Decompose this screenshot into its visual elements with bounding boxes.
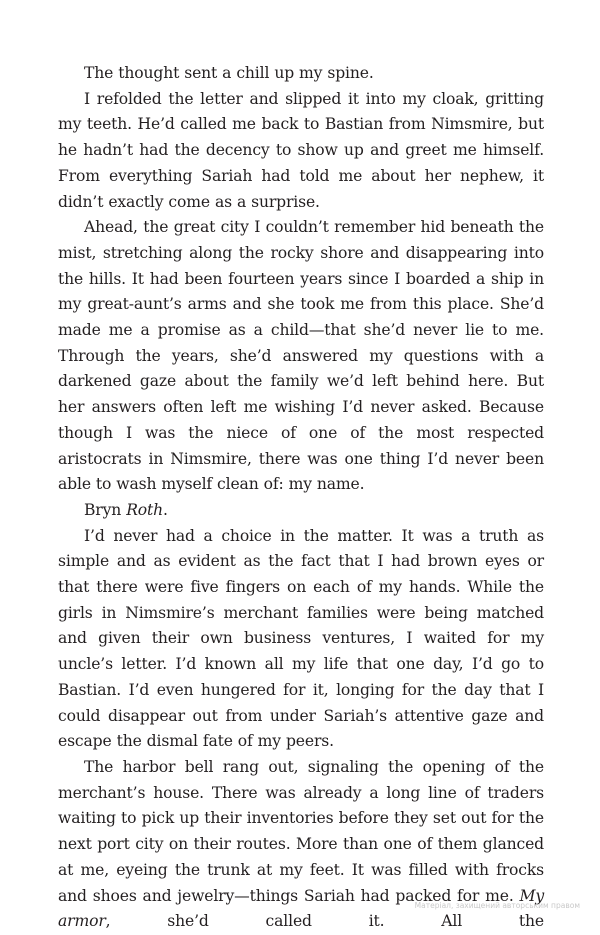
paragraph-3-text: Ahead, the great city I couldn’t remember hid beneath the mist, stretching along the rocky shore and disappearing into the hills. It had been fourteen years since I boarded a ship in my great-aunt’s arms and she took me from this place. She’d made me a promise as a child—that she’d never lie to me. Through the years, she’d answered my questions with a darkened gaze about the family we’d left behind here. But her answers often left me wishing I’d never asked. Because though I was the niece of one of the most respected aristocrats in Nimsmire, there was one thing I’d never been able to wash myself clean of: my name. — [58, 218, 544, 494]
paragraph-4-text-b: . — [163, 500, 168, 519]
paragraph-1-text: The thought sent a chill up my spine. — [84, 64, 374, 82]
paragraph-5 — [58, 524, 544, 755]
paragraph-4-italic-name: Roth — [126, 500, 164, 519]
copyright-watermark: Матеріал, захищений авторським правом — [414, 901, 580, 910]
paragraph-4-text-a: Bryn — [84, 500, 127, 519]
paragraph-2 — [58, 87, 544, 216]
book-page-body — [58, 61, 544, 935]
paragraph-4 — [58, 498, 544, 524]
paragraph-5-text: I’d never had a choice in the matter. It was a truth as simple and as evident as the fact that I had brown eyes or that there were five fingers on each of my hands. While the girls in Nimsmire’s merchant families were being matched and given their own business ventures, I waited for my uncle’s letter. I’d known all my life that one day, I’d go to Bastian. I’d even hungered for it, longing for the day that I could disappear out from under Sariah’s attentive gaze and escape the dismal fate of my peers. — [58, 526, 544, 751]
paragraph-6-text-a: The harbor bell rang out, signaling the opening of the merchant’s house. There was already a long line of traders waiting to pick up their inventories before they set out for the next port city on their routes. More than one of them glanced at me, eyeing the trunk at my feet. It was filled with frocks and shoes and jewelry—things Sariah had packed for me. — [58, 757, 544, 905]
paragraph-2-text: I refolded the letter and slipped it into my cloak, gritting my teeth. He’d called me back to Bastian from Nimsmire, but he hadn’t had the decency to show up and greet me himself. From everything Sariah had told me about her nephew, it didn’t exactly come as a surprise. — [58, 89, 544, 211]
paragraph-1 — [58, 61, 544, 87]
paragraph-6-text-b: , she’d called it. All the — [105, 912, 544, 931]
paragraph-6-italic-phrase: My armor — [58, 886, 544, 931]
paragraph-3 — [58, 215, 544, 498]
